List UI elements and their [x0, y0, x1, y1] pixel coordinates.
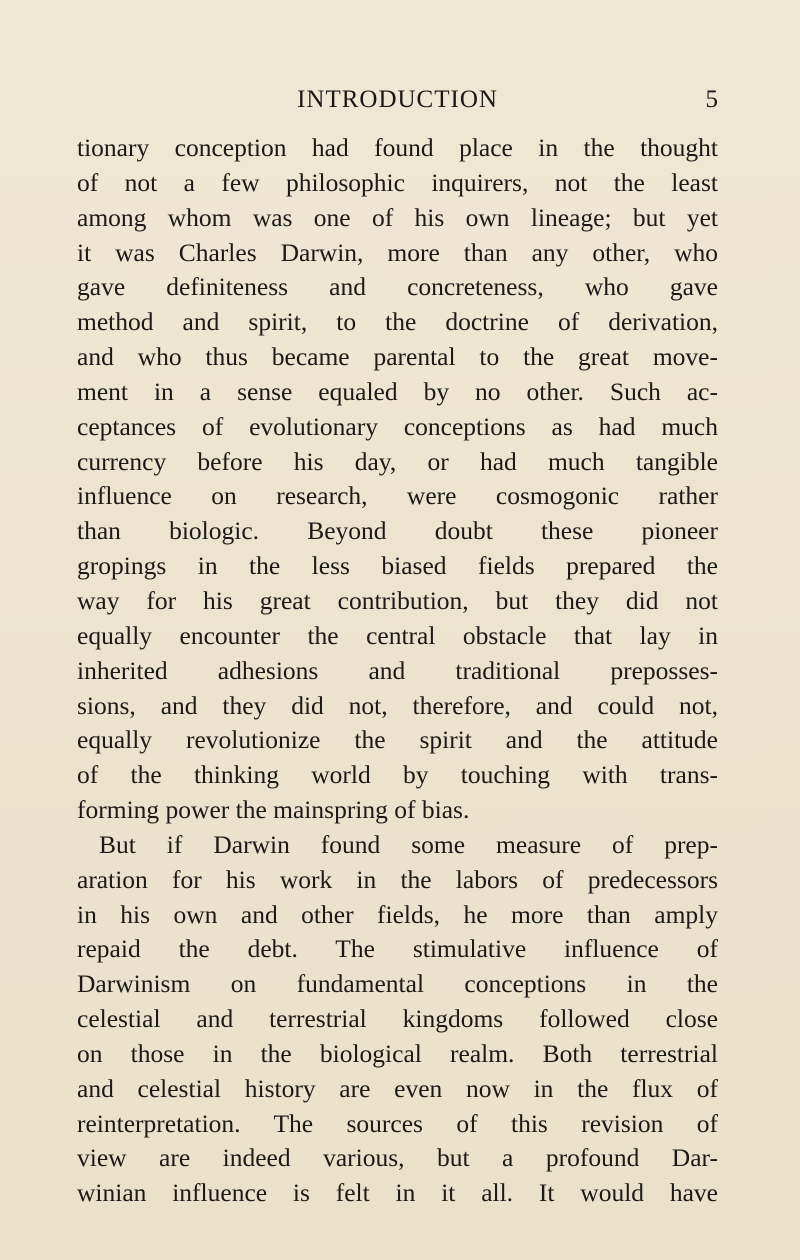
- paragraph-start-line: But if Darwin found some measure of prep-: [99, 829, 718, 859]
- text-line: and celestial history are even now in the flux of: [77, 1073, 718, 1103]
- text-line: inherited adhesions and traditional preposses-: [77, 655, 718, 685]
- body-text: [77, 131, 718, 1211]
- text-line: view are indeed various, but a profound Dar-: [77, 1143, 718, 1173]
- text-line: reinterpretation. The sources of this revision of: [77, 1108, 718, 1138]
- text-line: on those in the biological realm. Both terrestrial: [77, 1038, 718, 1068]
- text-line: of the thinking world by touching with trans-: [77, 760, 718, 790]
- text-line: it was Charles Darwin, more than any other, who: [77, 237, 718, 267]
- text-line: equally encounter the central obstacle that lay in: [77, 620, 718, 650]
- text-line: than biologic. Beyond doubt these pioneer: [77, 516, 718, 546]
- text-line: ment in a sense equaled by no other. Such ac-: [77, 376, 718, 406]
- text-line: tionary conception had found place in the thought: [77, 133, 718, 162]
- text-line: gropings in the less biased fields prepared the: [77, 551, 718, 581]
- text-line: influence on research, were cosmogonic rather: [77, 481, 718, 511]
- page-number: 5: [705, 86, 718, 113]
- text-line: among whom was one of his own lineage; but yet: [77, 202, 718, 232]
- text-line: aration for his work in the labors of predecessors: [77, 864, 718, 894]
- text-line: sions, and they did not, therefore, and could not,: [77, 690, 718, 720]
- text-line: winian influence is felt in it all. It would have: [77, 1178, 718, 1208]
- text-line: ceptances of evolutionary conceptions as had much: [77, 411, 718, 441]
- page-header: [77, 86, 718, 120]
- text-line: celestial and terrestrial kingdoms followed close: [77, 1004, 718, 1034]
- text-line: of not a few philosophic inquirers, not the least: [77, 167, 718, 197]
- text-line: in his own and other fields, he more than amply: [77, 899, 718, 929]
- text-line: repaid the debt. The stimulative influence of: [77, 934, 718, 964]
- text-line: and who thus became parental to the great move-: [77, 342, 718, 372]
- text-line: currency before his day, or had much tangible: [77, 446, 718, 476]
- text-line: equally revolutionize the spirit and the attitude: [77, 725, 718, 755]
- text-line: method and spirit, to the doctrine of derivation,: [77, 307, 718, 337]
- paragraph-end-line: forming power the mainspring of bias.: [77, 795, 470, 825]
- text-line: way for his great contribution, but they did not: [77, 585, 718, 615]
- text-line: gave definiteness and concreteness, who gave: [77, 272, 718, 302]
- text-line: Darwinism on fundamental conceptions in the: [77, 969, 718, 999]
- running-head: INTRODUCTION: [297, 86, 498, 113]
